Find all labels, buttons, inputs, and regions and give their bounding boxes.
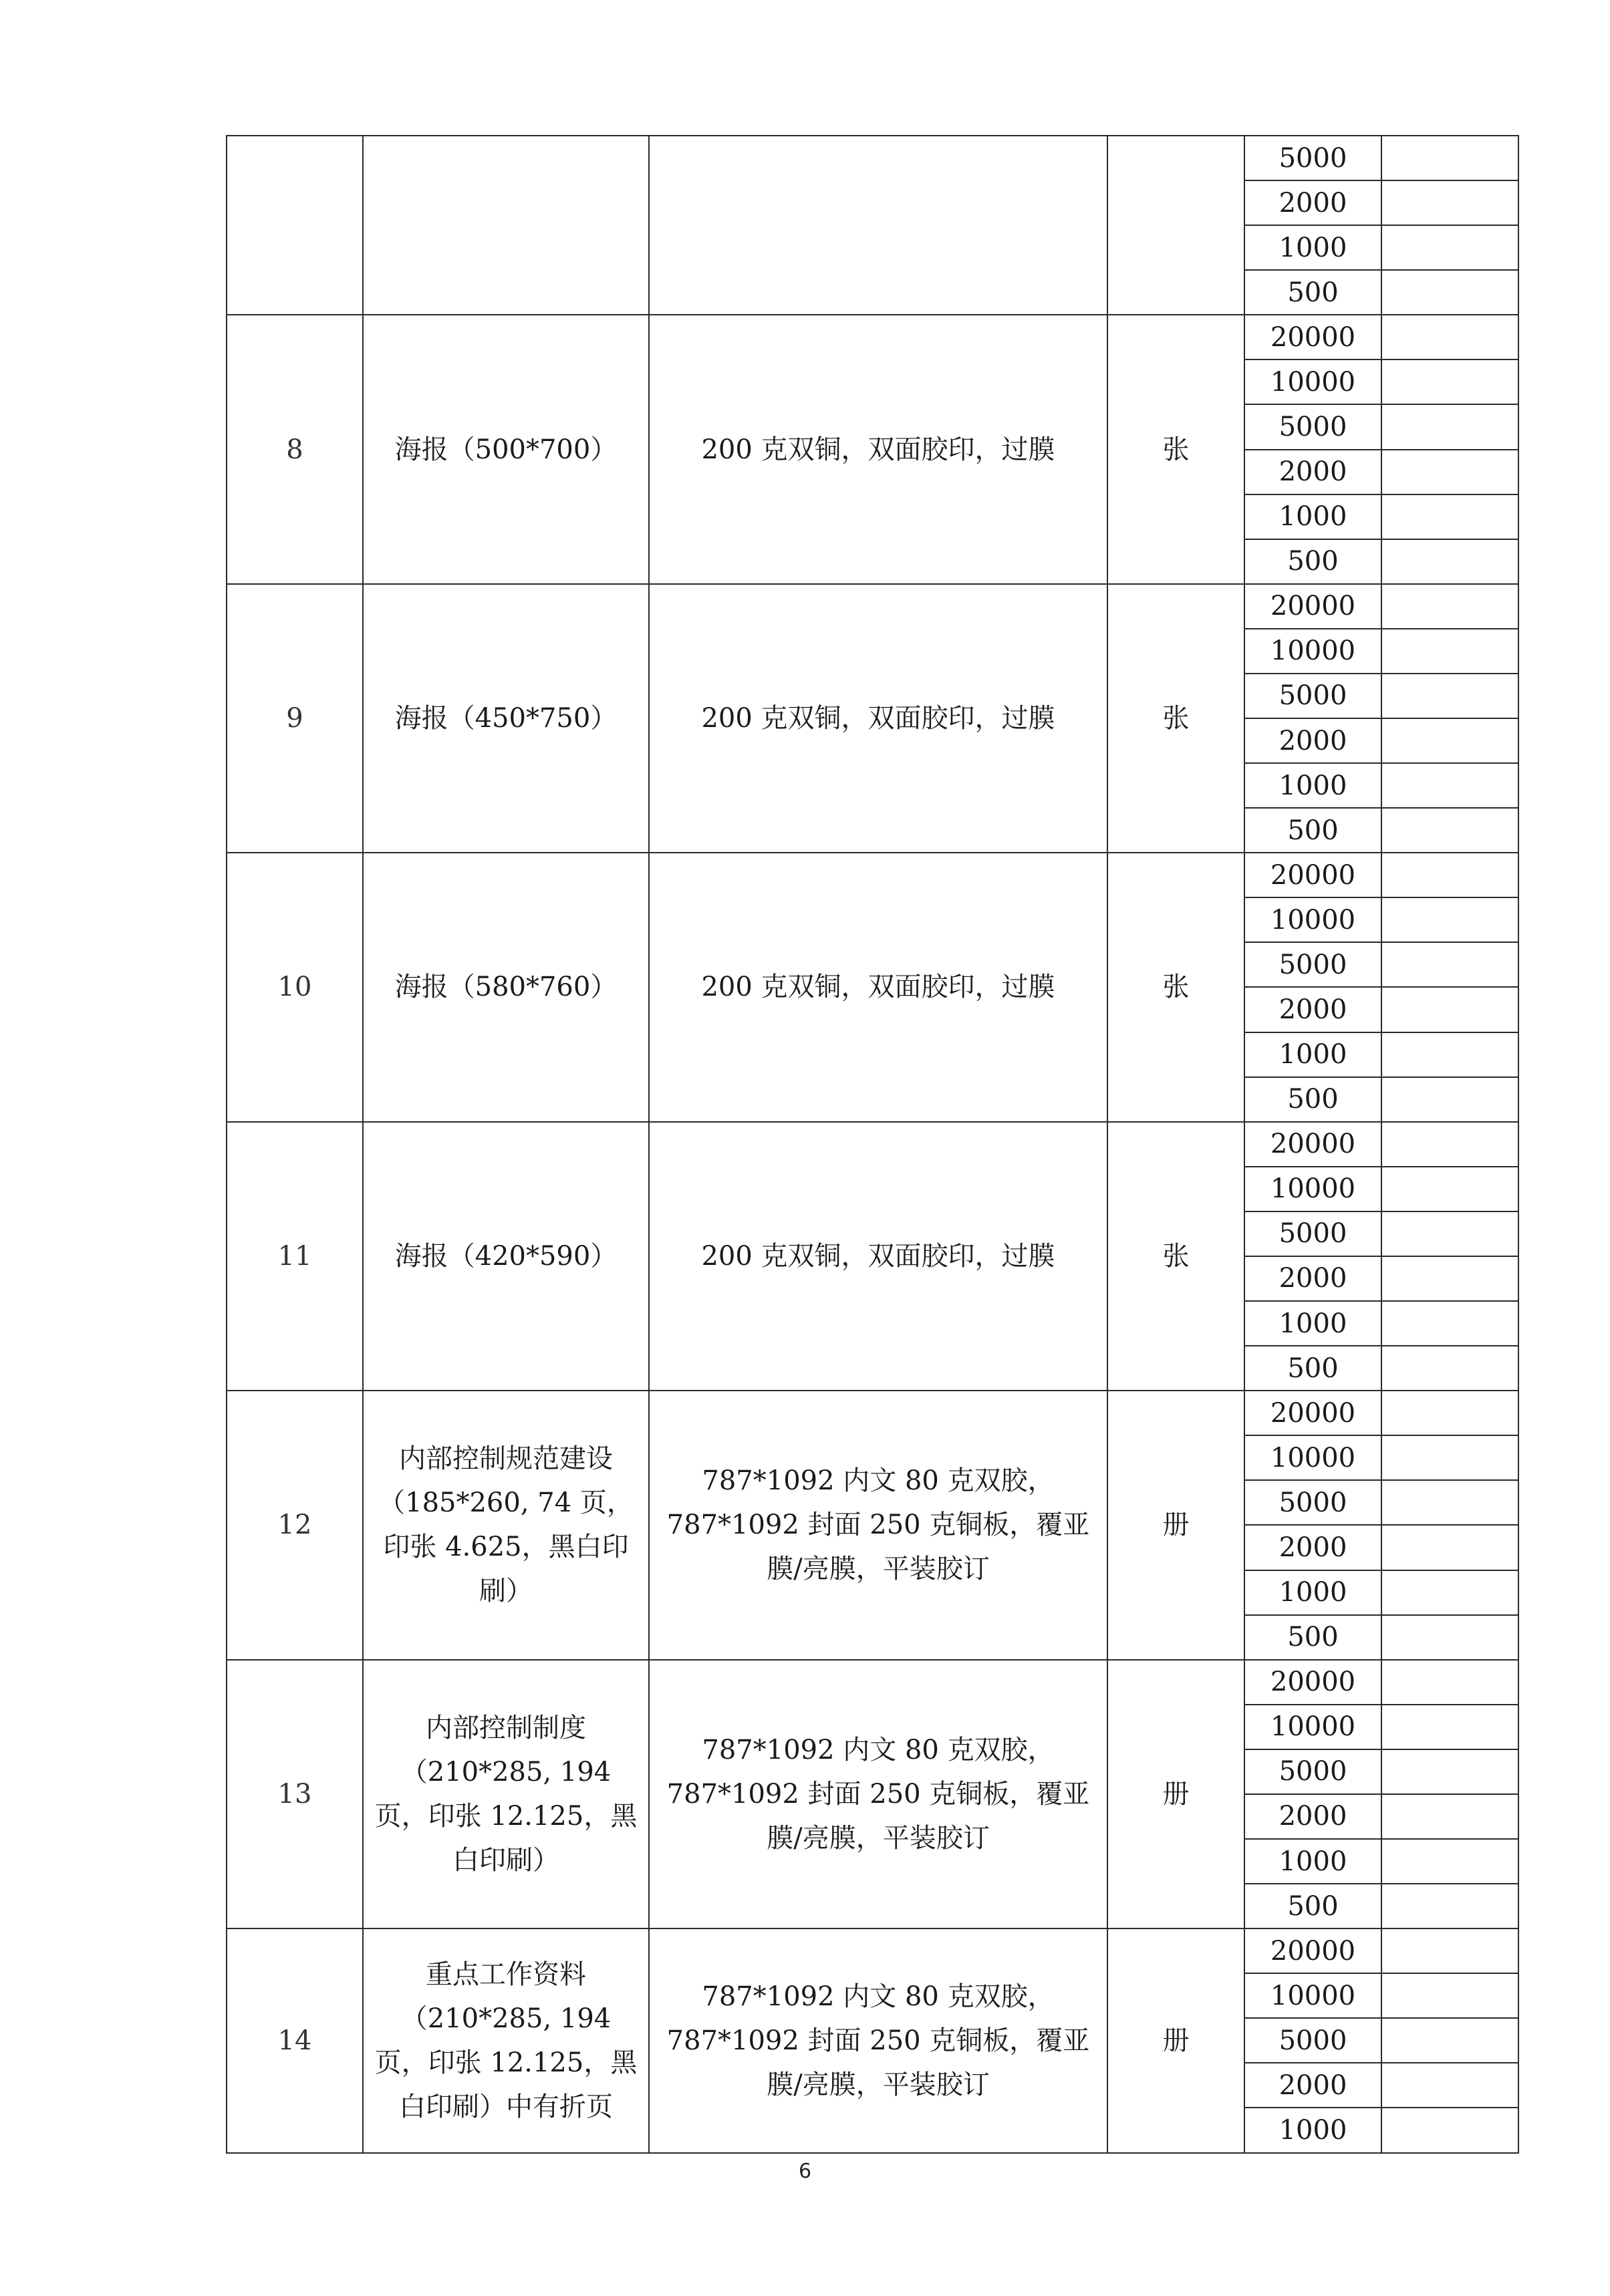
table-row	[227, 1928, 1518, 1973]
quantity-cell: 500	[1244, 1346, 1381, 1391]
quantity-cell: 500	[1244, 1615, 1381, 1660]
quantity-cell: 500	[1244, 539, 1381, 584]
price-cell	[1381, 763, 1518, 808]
quantity-cell: 1000	[1244, 1301, 1381, 1346]
item-number-cell: 10	[227, 853, 363, 1121]
quantity-cell: 10000	[1244, 1435, 1381, 1480]
quantity-cell: 20000	[1244, 1660, 1381, 1705]
quantity-cell: 2000	[1244, 1794, 1381, 1839]
price-cell	[1381, 270, 1518, 315]
quantity-cell: 20000	[1244, 1122, 1381, 1167]
item-spec-cell: 787*1092 内文 80 克双胶，787*1092 封面 250 克铜板，覆亚膜/亮膜，平装胶订	[649, 1391, 1107, 1659]
quantity-cell: 20000	[1244, 1391, 1381, 1435]
quantity-cell: 5000	[1244, 1211, 1381, 1256]
price-cell	[1381, 1346, 1518, 1391]
quantity-cell: 2000	[1244, 987, 1381, 1032]
price-cell	[1381, 2108, 1518, 2152]
table-row	[227, 1660, 1518, 1705]
quantity-cell: 5000	[1244, 136, 1381, 180]
item-unit-cell: 张	[1107, 315, 1244, 583]
quantity-cell: 20000	[1244, 584, 1381, 629]
quantity-cell: 500	[1244, 270, 1381, 315]
table-row	[227, 315, 1518, 360]
price-cell	[1381, 1749, 1518, 1794]
price-cell	[1381, 1839, 1518, 1884]
quantity-cell: 1000	[1244, 2108, 1381, 2152]
quantity-cell: 10000	[1244, 897, 1381, 942]
quantity-cell: 20000	[1244, 315, 1381, 360]
price-cell	[1381, 2063, 1518, 2108]
table-row	[227, 136, 1518, 180]
item-number-cell: 8	[227, 315, 363, 583]
quantity-cell: 1000	[1244, 1570, 1381, 1615]
item-name-cell: 海报（420*590）	[363, 1122, 649, 1391]
table-row	[227, 853, 1518, 897]
item-number-cell: 13	[227, 1660, 363, 1928]
price-cell	[1381, 1167, 1518, 1211]
item-spec-cell: 200 克双铜，双面胶印，过膜	[649, 853, 1107, 1121]
quantity-cell: 2000	[1244, 1525, 1381, 1570]
quantity-cell: 10000	[1244, 629, 1381, 674]
price-cell	[1381, 1256, 1518, 1301]
quantity-cell: 10000	[1244, 1973, 1381, 2018]
quantity-cell: 500	[1244, 1077, 1381, 1122]
item-unit-cell: 册	[1107, 1660, 1244, 1928]
price-cell	[1381, 1301, 1518, 1346]
price-cell	[1381, 1435, 1518, 1480]
item-unit-cell	[1107, 136, 1244, 315]
price-cell	[1381, 987, 1518, 1032]
price-cell	[1381, 1660, 1518, 1705]
item-name-cell: 重点工作资料（210*285, 194 页，印张 12.125，黑白印刷）中有折页	[363, 1928, 649, 2152]
price-cell	[1381, 1570, 1518, 1615]
item-spec-cell: 787*1092 内文 80 克双胶，787*1092 封面 250 克铜板，覆亚膜/亮膜，平装胶订	[649, 1928, 1107, 2152]
quantity-cell: 20000	[1244, 1928, 1381, 1973]
price-cell	[1381, 136, 1518, 180]
quantity-cell: 1000	[1244, 1032, 1381, 1077]
quantity-cell: 2000	[1244, 2063, 1381, 2108]
price-cell	[1381, 718, 1518, 763]
item-number-cell: 9	[227, 584, 363, 853]
table-row	[227, 1122, 1518, 1167]
quantity-cell: 10000	[1244, 360, 1381, 404]
price-cell	[1381, 808, 1518, 853]
price-cell	[1381, 315, 1518, 360]
price-cell	[1381, 897, 1518, 942]
item-unit-cell: 册	[1107, 1928, 1244, 2152]
price-cell	[1381, 225, 1518, 270]
quantity-cell: 5000	[1244, 942, 1381, 987]
price-cell	[1381, 584, 1518, 629]
page-number: 6	[798, 2160, 812, 2183]
item-spec-cell	[649, 136, 1107, 315]
item-unit-cell: 册	[1107, 1391, 1244, 1659]
item-name-cell: 海报（450*750）	[363, 584, 649, 853]
quantity-cell: 2000	[1244, 180, 1381, 225]
price-cell	[1381, 404, 1518, 449]
item-spec-cell: 200 克双铜，双面胶印，过膜	[649, 315, 1107, 583]
item-name-cell: 内部控制制度（210*285, 194 页，印张 12.125，黑白印刷）	[363, 1660, 649, 1928]
price-cell	[1381, 942, 1518, 987]
price-cell	[1381, 1794, 1518, 1839]
price-cell	[1381, 539, 1518, 584]
item-number-cell	[227, 136, 363, 315]
quantity-cell: 5000	[1244, 1480, 1381, 1525]
item-unit-cell: 张	[1107, 1122, 1244, 1391]
quantity-cell: 5000	[1244, 404, 1381, 449]
item-name-cell: 海报（580*760）	[363, 853, 649, 1121]
table-row	[227, 1391, 1518, 1435]
quantity-cell: 10000	[1244, 1167, 1381, 1211]
item-spec-cell: 787*1092 内文 80 克双胶，787*1092 封面 250 克铜板，覆亚膜/亮膜，平装胶订	[649, 1660, 1107, 1928]
quantity-cell: 500	[1244, 808, 1381, 853]
pricing-table	[226, 135, 1519, 2154]
price-cell	[1381, 180, 1518, 225]
quantity-cell: 1000	[1244, 763, 1381, 808]
price-cell	[1381, 1480, 1518, 1525]
price-cell	[1381, 1122, 1518, 1167]
price-cell	[1381, 1615, 1518, 1660]
item-spec-cell: 200 克双铜，双面胶印，过膜	[649, 1122, 1107, 1391]
item-name-cell: 内部控制规范建设（185*260, 74 页，印张 4.625，黑白印刷）	[363, 1391, 649, 1659]
item-number-cell: 14	[227, 1928, 363, 2152]
price-cell	[1381, 674, 1518, 718]
item-spec-cell: 200 克双铜，双面胶印，过膜	[649, 584, 1107, 853]
price-cell	[1381, 450, 1518, 494]
quantity-cell: 1000	[1244, 1839, 1381, 1884]
quantity-cell: 1000	[1244, 225, 1381, 270]
price-cell	[1381, 1525, 1518, 1570]
price-cell	[1381, 494, 1518, 539]
quantity-cell: 5000	[1244, 674, 1381, 718]
quantity-cell: 5000	[1244, 2018, 1381, 2063]
quantity-cell: 500	[1244, 1884, 1381, 1928]
price-cell	[1381, 1211, 1518, 1256]
item-number-cell: 11	[227, 1122, 363, 1391]
price-cell	[1381, 2018, 1518, 2063]
price-cell	[1381, 629, 1518, 674]
price-cell	[1381, 1077, 1518, 1122]
quantity-cell: 1000	[1244, 494, 1381, 539]
quantity-cell: 10000	[1244, 1705, 1381, 1749]
quantity-cell: 2000	[1244, 450, 1381, 494]
quantity-cell: 20000	[1244, 853, 1381, 897]
price-cell	[1381, 1391, 1518, 1435]
item-unit-cell: 张	[1107, 853, 1244, 1121]
item-name-cell: 海报（500*700）	[363, 315, 649, 583]
price-cell	[1381, 1973, 1518, 2018]
item-number-cell: 12	[227, 1391, 363, 1659]
price-cell	[1381, 1928, 1518, 1973]
table-row	[227, 584, 1518, 629]
quantity-cell: 5000	[1244, 1749, 1381, 1794]
quantity-cell: 2000	[1244, 1256, 1381, 1301]
price-cell	[1381, 360, 1518, 404]
quantity-cell: 2000	[1244, 718, 1381, 763]
price-cell	[1381, 1884, 1518, 1928]
price-cell	[1381, 853, 1518, 897]
price-cell	[1381, 1032, 1518, 1077]
item-name-cell	[363, 136, 649, 315]
item-unit-cell: 张	[1107, 584, 1244, 853]
price-cell	[1381, 1705, 1518, 1749]
